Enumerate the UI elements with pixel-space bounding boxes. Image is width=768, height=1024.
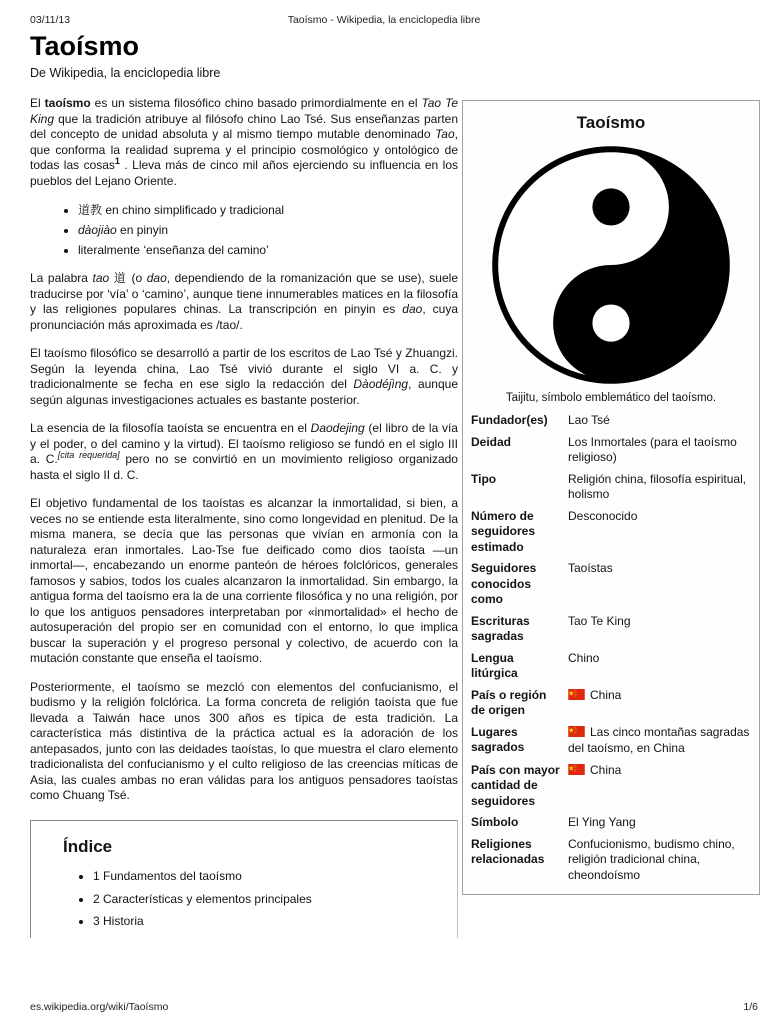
infobox-value-text: Los Inmortales (para el taoísmo religioso): [568, 434, 737, 464]
list-item: • 道教 en chino simplificado y tradicional: [78, 202, 458, 218]
infobox-label: Lugares sagrados: [471, 724, 525, 754]
paragraph: La esencia de la filosofía taoísta se encuentra en el Daodejing (el libro de la vía y el poder, o del camino y la virtud). El taoísmo religioso se fundó en el siglo III a. C.[cita requerida] pero no se convirtió en un movimiento religioso organizado hasta el siglo II d. C.: [30, 421, 458, 482]
infobox-value-text: El Ying Yang: [568, 815, 636, 829]
infobox-label: Número de seguidores estimado: [471, 508, 536, 554]
infobox-value: [568, 561, 751, 608]
infobox-row: [471, 760, 751, 813]
lead-paragraphs: [30, 96, 458, 189]
china-flag-icon: [568, 689, 585, 705]
infobox-value-text: Chino: [568, 650, 600, 665]
paragraph: Posteriormente, el taoísmo se mezcló con elementos del confucianismo, el budismo y la religión folclórica. La forma concreta de religión taoísta que fue llevada a Taiwán hace unos 300 años es típica de esta tradición. La característica más distintiva de la práctica actual es la adoración de los antepasados, junto con las deidades taoístas, lo que muestra el claro elemento tradicionalista del confucianismo y el culto religioso de las creencias míticas de Asia, las cuales ambas no eran válidas para los antiguos pensadores taoístas como Chuang Tsé.: [30, 679, 458, 802]
infobox-row: [471, 812, 751, 834]
article-body: [30, 96, 458, 938]
infobox-value-text: Confucionismo, budismo chino, religión tradicional china, cheondoísmo: [568, 836, 735, 882]
infobox-value-text: Lao Tsé: [568, 413, 610, 427]
infobox-label: Religiones relacionadas: [471, 836, 545, 866]
infobox-value: [568, 435, 751, 466]
footer-page-number: 1/6: [743, 1001, 758, 1013]
infobox-value: [568, 509, 751, 556]
toc-item[interactable]: • 2 Características y elementos principales: [93, 892, 457, 908]
infobox-value-text: Las cinco montañas sagradas del taoísmo, en China: [568, 724, 750, 755]
page-title: Taoísmo: [30, 31, 140, 61]
toc-list: [93, 869, 457, 930]
paragraph: El objetivo fundamental de los taoístas es alcanzar la inmortalidad, si bien, a veces no se entiende esta literalmente, sino como longevidad en plenitud. De la misma manera, se decía que las personas que vivían en armonía con la naturaleza eran inmortales. Lao-Tse fue deificado como dios taoísta —un inmortal—, encabezando un enorme panteón de héroes folclóricos, generales famosos y sabios, todos los cuales alcanzaron la inmortalidad. Sin embargo, la antigua forma del taoísmo era la de una corriente filosófica y no una religión, por lo que los antiguos pensadores interpretaban por «inmortalidad» el hecho de autosuperación del propio ser en comunidad con el entorno, lo que implica buscar la superación y el progreso personal y colectivo, de acuerdo con la mutación constante que enseña el taoísmo.: [30, 496, 458, 665]
infobox-row: [471, 469, 751, 506]
body-paragraphs: [30, 271, 458, 804]
infobox-value: [568, 651, 751, 682]
infobox-label: Escrituras sagradas: [471, 613, 530, 643]
footer-url[interactable]: es.wikipedia.org/wiki/Taoísmo: [30, 1001, 169, 1013]
toc-title: Índice: [63, 836, 113, 856]
infobox-value-text: Desconocido: [568, 508, 638, 523]
list-item: • literalmente ‘enseñanza del camino’: [78, 242, 458, 258]
toc-item[interactable]: • 3 Historia: [93, 914, 457, 930]
infobox-rows: [471, 410, 751, 886]
infobox-label: Fundador(es): [471, 413, 548, 427]
infobox-label: País o región de origen: [471, 687, 547, 717]
infobox-label: Deidad: [471, 434, 512, 449]
infobox-label: Seguidores conocidos como: [471, 561, 537, 606]
infobox-value: [568, 472, 751, 503]
infobox-value: [568, 413, 751, 429]
article-subtitle: De Wikipedia, la enciclopedia libre: [30, 66, 221, 80]
china-flag-icon: [568, 726, 585, 742]
infobox-value: [568, 837, 751, 884]
yin-yang-image: [491, 145, 731, 385]
infobox-value-text: Religión china, filosofía espiritual, holismo: [568, 471, 747, 501]
infobox-value: [568, 815, 751, 831]
paragraph: El taoísmo filosófico se desarrolló a partir de los escritos de Lao Tsé y Zhuangzi. Según la leyenda china, Lao Tsé vivió durante el siglo VI a. C. y tradicionalmente se fecha en ese siglo la redacción del Dàodéjìng, aunque según algunas investigaciones actuales es bastante posterior.: [30, 346, 458, 407]
infobox-row: [471, 611, 751, 648]
infobox-title: Taoísmo: [576, 113, 646, 132]
infobox-row: [471, 648, 751, 685]
header-title: Taoísmo - Wikipedia, la enciclopedia libre: [287, 14, 481, 26]
infobox-row: [471, 432, 751, 469]
infobox-label: Símbolo: [471, 815, 519, 829]
language-bullet-list: [78, 202, 458, 258]
paragraph: El taoísmo es un sistema filosófico chino basado primordialmente en el Tao Te King que la tradición atribuye al filósofo chino Lao Tsé. Sus enseñanzas parten del concepto de unidad absoluta y al mismo tiempo mutable denominado Tao, que conforma la realidad suprema y el principio cosmológico y ontológico de todas las cosas$^1$ . Lleva más de cinco mil años ejerciendo su influencia en los pueblos del Lejano Oriente.: [30, 96, 458, 188]
infobox-label: Lengua litúrgica: [471, 650, 518, 680]
infobox-row: [471, 722, 751, 760]
infobox-row: [471, 834, 751, 887]
infobox: [462, 100, 760, 895]
infobox-value: [568, 763, 751, 810]
infobox-value: [568, 725, 751, 757]
infobox-row: [471, 685, 751, 722]
infobox-value-text: Tao Te King: [568, 613, 631, 628]
infobox-caption: Taijitu, símbolo emblemático del taoísmo.: [505, 392, 717, 404]
infobox-value: [568, 614, 751, 645]
infobox-value-text: China: [590, 762, 622, 777]
toc-item[interactable]: • 1 Fundamentos del taoísmo: [93, 869, 457, 885]
infobox-value: [568, 688, 751, 719]
infobox-value-text: China: [590, 687, 622, 702]
infobox-row: [471, 558, 751, 611]
infobox-row: [471, 410, 751, 432]
paragraph: La palabra tao 道 (o dao, dependiendo de la romanización que se use), suele traducirse por ‘vía’ o ‘camino’, aunque tiene innumerables matices en la filosofía y las religiones populares chinas. La transcripción en pinyin es dao, cuya pronunciación más aproximada es /tao/.: [30, 271, 459, 332]
infobox-value-text: Taoístas: [568, 561, 613, 575]
infobox-label: Tipo: [471, 471, 497, 486]
infobox-label: País con mayor cantidad de seguidores: [471, 762, 560, 808]
print-footer: [30, 1001, 758, 1013]
china-flag-icon: [568, 764, 585, 780]
table-of-contents: [30, 820, 458, 938]
list-item: • dàojiào en pinyin: [78, 222, 458, 238]
print-header: [0, 14, 768, 26]
infobox-row: [471, 506, 751, 559]
header-date: 03/11/13: [30, 14, 71, 26]
